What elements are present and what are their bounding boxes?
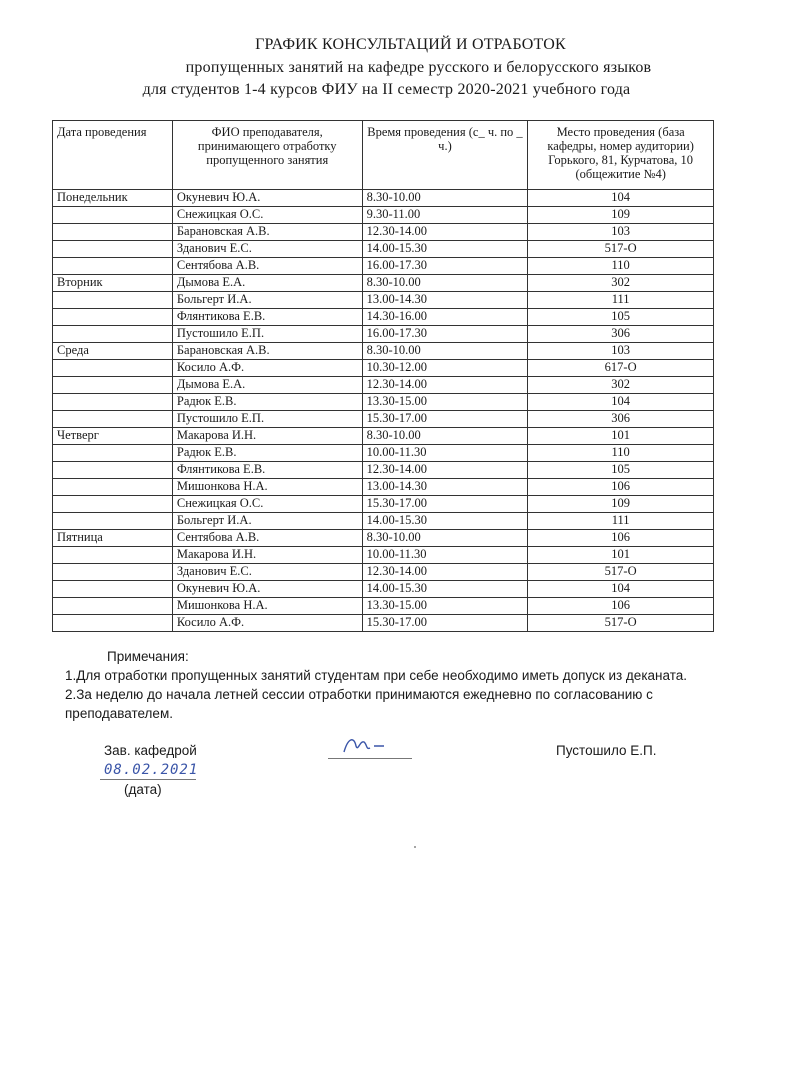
day-cell-empty (53, 309, 173, 326)
day-cell-empty (53, 564, 173, 581)
day-cell-empty (53, 292, 173, 309)
day-cell-empty (53, 411, 173, 428)
time-cell: 10.30-12.00 (362, 360, 528, 377)
signature-line (328, 758, 412, 759)
notes-heading: Примечания: (107, 649, 189, 664)
table-row (53, 309, 714, 326)
room-cell: 105 (528, 309, 714, 326)
time-cell: 13.00-14.30 (362, 479, 528, 496)
day-cell-empty (53, 326, 173, 343)
table-row (53, 360, 714, 377)
table-row (53, 496, 714, 513)
table-row (53, 207, 714, 224)
room-cell: 105 (528, 462, 714, 479)
time-cell: 15.30-17.00 (362, 496, 528, 513)
room-cell: 104 (528, 394, 714, 411)
day-cell-empty (53, 598, 173, 615)
room-cell: 111 (528, 292, 714, 309)
day-cell-empty (53, 581, 173, 598)
room-cell: 103 (528, 343, 714, 360)
time-cell: 12.30-14.00 (362, 462, 528, 479)
time-cell: 12.30-14.00 (362, 564, 528, 581)
table-row (53, 530, 714, 547)
teacher-cell: Косило А.Ф. (172, 615, 362, 632)
document-subtitle: пропущенных занятий на кафедре русского и белорусского языков (185, 59, 652, 76)
table-row (53, 479, 714, 496)
date-line (100, 779, 196, 780)
table-row (53, 275, 714, 292)
day-cell: Среда (53, 343, 173, 360)
room-cell: 103 (528, 224, 714, 241)
time-cell: 8.30-10.00 (362, 275, 528, 292)
room-cell: 111 (528, 513, 714, 530)
table-row (53, 445, 714, 462)
time-cell: 14.00-15.30 (362, 241, 528, 258)
column-header-date: Дата проведения (53, 121, 173, 190)
room-cell: 302 (528, 275, 714, 292)
date-caption: (дата) (124, 782, 162, 797)
time-cell: 13.00-14.30 (362, 292, 528, 309)
handwritten-date: 08.02.2021 (104, 762, 199, 778)
time-cell: 12.30-14.00 (362, 224, 528, 241)
table-row (53, 241, 714, 258)
table-row (53, 411, 714, 428)
day-cell-empty (53, 360, 173, 377)
table-row (53, 394, 714, 411)
teacher-cell: Дымова Е.А. (172, 377, 362, 394)
document-subtitle-2: для студентов 1-4 курсов ФИУ на II семестр 2020-2021 учебного года (142, 81, 631, 98)
schedule-table (52, 120, 714, 632)
time-cell: 15.30-17.00 (362, 615, 528, 632)
table-row (53, 292, 714, 309)
time-cell: 8.30-10.00 (362, 428, 528, 445)
time-cell: 8.30-10.00 (362, 530, 528, 547)
teacher-cell: Мишонкова Н.А. (172, 479, 362, 496)
table-row (53, 190, 714, 207)
signature-mark (340, 732, 400, 758)
notes-section (65, 647, 705, 723)
teacher-cell: Флянтикова Е.В. (172, 462, 362, 479)
teacher-cell: Больгерт И.А. (172, 292, 362, 309)
room-cell: 106 (528, 479, 714, 496)
room-cell: 104 (528, 190, 714, 207)
teacher-cell: Больгерт И.А. (172, 513, 362, 530)
table-header-row (53, 121, 714, 190)
teacher-cell: Снежицкая О.С. (172, 207, 362, 224)
day-cell-empty (53, 547, 173, 564)
table-row (53, 428, 714, 445)
day-cell-empty (53, 394, 173, 411)
room-cell: 306 (528, 411, 714, 428)
time-cell: 16.00-17.30 (362, 326, 528, 343)
table-row (53, 513, 714, 530)
table-row (53, 547, 714, 564)
column-header-time: Время проведения (с_ ч. по _ ч.) (362, 121, 528, 190)
day-cell: Пятница (53, 530, 173, 547)
teacher-cell: Мишонкова Н.А. (172, 598, 362, 615)
day-cell-empty (53, 224, 173, 241)
time-cell: 14.30-16.00 (362, 309, 528, 326)
teacher-cell: Снежицкая О.С. (172, 496, 362, 513)
time-cell: 15.30-17.00 (362, 411, 528, 428)
room-cell: 517-О (528, 615, 714, 632)
table-row (53, 326, 714, 343)
room-cell: 306 (528, 326, 714, 343)
day-cell: Понедельник (53, 190, 173, 207)
room-cell: 101 (528, 547, 714, 564)
teacher-cell: Радюк Е.В. (172, 445, 362, 462)
teacher-cell: Пустошило Е.П. (172, 326, 362, 343)
table-row (53, 258, 714, 275)
time-cell: 14.00-15.30 (362, 513, 528, 530)
room-cell: 110 (528, 445, 714, 462)
time-cell: 10.00-11.30 (362, 445, 528, 462)
teacher-cell: Сентябова А.В. (172, 530, 362, 547)
table-row (53, 615, 714, 632)
room-cell: 101 (528, 428, 714, 445)
table-row (53, 224, 714, 241)
day-cell-empty (53, 207, 173, 224)
day-cell-empty (53, 241, 173, 258)
note-item: 2.За неделю до начала летней сессии отработки принимаются ежедневно по согласованию с преподавателем. (65, 687, 653, 721)
room-cell: 110 (528, 258, 714, 275)
head-of-department-label: Зав. кафедрой (104, 743, 197, 758)
day-cell-empty (53, 496, 173, 513)
column-header-teacher: ФИО преподавателя, принимающего отработку пропущенного занятия (172, 121, 362, 190)
time-cell: 16.00-17.30 (362, 258, 528, 275)
time-cell: 8.30-10.00 (362, 343, 528, 360)
column-header-place: Место проведения (база кафедры, номер аудитории) Горького, 81, Курчатова, 10 (общежитие №4) (528, 121, 714, 190)
room-cell: 517-О (528, 564, 714, 581)
teacher-cell: Окуневич Ю.А. (172, 581, 362, 598)
room-cell: 106 (528, 530, 714, 547)
teacher-cell: Макарова И.Н. (172, 547, 362, 564)
time-cell: 8.30-10.00 (362, 190, 528, 207)
time-cell: 14.00-15.30 (362, 581, 528, 598)
day-cell-empty (53, 377, 173, 394)
teacher-cell: Макарова И.Н. (172, 428, 362, 445)
teacher-cell: Косило А.Ф. (172, 360, 362, 377)
table-row (53, 581, 714, 598)
day-cell: Вторник (53, 275, 173, 292)
day-cell-empty (53, 513, 173, 530)
note-item: 1.Для отработки пропущенных занятий студентам при себе необходимо иметь допуск из деканата. (65, 668, 687, 683)
day-cell-empty (53, 479, 173, 496)
room-cell: 104 (528, 581, 714, 598)
room-cell: 617-О (528, 360, 714, 377)
teacher-cell: Радюк Е.В. (172, 394, 362, 411)
teacher-cell: Окуневич Ю.А. (172, 190, 362, 207)
teacher-cell: Флянтикова Е.В. (172, 309, 362, 326)
table-row (53, 462, 714, 479)
teacher-cell: Барановская А.В. (172, 343, 362, 360)
day-cell-empty (53, 615, 173, 632)
time-cell: 13.30-15.00 (362, 598, 528, 615)
paper-speck (414, 846, 416, 848)
teacher-cell: Дымова Е.А. (172, 275, 362, 292)
room-cell: 517-О (528, 241, 714, 258)
head-of-department-name: Пустошило Е.П. (556, 743, 657, 758)
day-cell-empty (53, 258, 173, 275)
day-cell: Четверг (53, 428, 173, 445)
teacher-cell: Сентябова А.В. (172, 258, 362, 275)
document-title: ГРАФИК КОНСУЛЬТАЦИЙ И ОТРАБОТОК (255, 36, 566, 53)
schedule-body (53, 190, 714, 632)
room-cell: 109 (528, 207, 714, 224)
day-cell-empty (53, 462, 173, 479)
table-row (53, 598, 714, 615)
table-row (53, 343, 714, 360)
day-cell-empty (53, 445, 173, 462)
time-cell: 13.30-15.00 (362, 394, 528, 411)
time-cell: 10.00-11.30 (362, 547, 528, 564)
table-row (53, 564, 714, 581)
table-row (53, 377, 714, 394)
teacher-cell: Зданович Е.С. (172, 241, 362, 258)
time-cell: 9.30-11.00 (362, 207, 528, 224)
teacher-cell: Зданович Е.С. (172, 564, 362, 581)
room-cell: 106 (528, 598, 714, 615)
room-cell: 302 (528, 377, 714, 394)
teacher-cell: Пустошило Е.П. (172, 411, 362, 428)
room-cell: 109 (528, 496, 714, 513)
teacher-cell: Барановская А.В. (172, 224, 362, 241)
time-cell: 12.30-14.00 (362, 377, 528, 394)
